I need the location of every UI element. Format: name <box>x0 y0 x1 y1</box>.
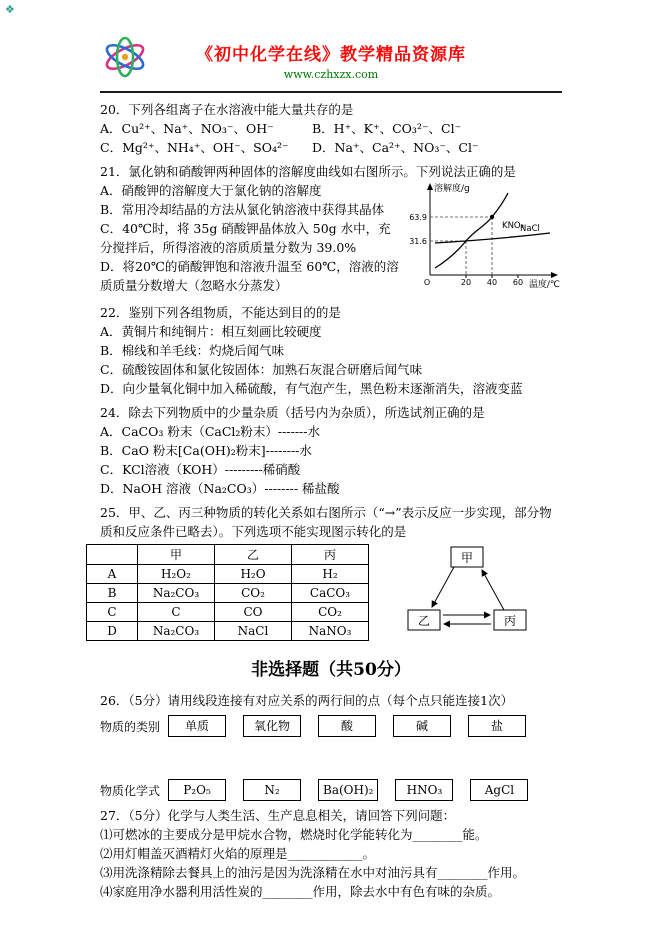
q20-options <box>100 119 562 157</box>
q27-item-1: ⑴可燃冰的主要成分是甲烷水合物，燃烧时化学能转化为________能。 <box>100 827 488 842</box>
q25-cell: NaCl <box>215 622 292 641</box>
section-title-non-choice: 非选择题（共50分） <box>251 660 411 680</box>
q24-option-d: D．NaOH 溶液（Na₂CO₃）-------- 稀盐酸 <box>100 481 340 496</box>
site-url: www.czhxzx.com <box>283 68 379 81</box>
q27-item-3: ⑶用洗涤精除去餐具上的油污是因为洗涤精在水中对油污具有________作用。 <box>100 865 526 880</box>
q26-row1-label: 物质的类别 <box>100 719 161 734</box>
q25-row-a <box>87 565 369 584</box>
q21-option-a: A．硝酸钾的溶解度大于氯化钠的溶解度 <box>100 183 322 198</box>
kno3-point-40c <box>490 215 494 219</box>
chart-xlabel: 温度/℃ <box>528 280 560 290</box>
q25-cell: C <box>138 603 215 622</box>
question-20 <box>100 100 562 157</box>
q25-table-header-row <box>87 545 369 565</box>
q25-row-b <box>87 584 369 603</box>
q20-option-b: B．H⁺、K⁺、CO₃²⁻、Cl⁻ <box>312 121 462 136</box>
xtick-40: 40 <box>486 278 498 287</box>
nacl-curve <box>435 233 550 243</box>
node-jia-label: 甲 <box>460 551 474 565</box>
q26-box-element: 单质 <box>168 715 226 737</box>
q26-box-hno3: HNO₃ <box>395 779 453 801</box>
q24-option-a: A．CaCO₃ 粉末（CaCl₂粉末）-------水 <box>100 424 320 439</box>
xtick-60: 60 <box>512 278 524 287</box>
q25-header-yi: 乙 <box>215 545 292 565</box>
q25-header-jia: 甲 <box>138 545 215 565</box>
q22-option-a: A．黄铜片和纯铜片：相互刻画比较硬度 <box>100 324 322 339</box>
q25-header-blank <box>87 545 138 565</box>
q25-cell: NaNO₃ <box>292 622 369 641</box>
q22-option-d: D．向少量氧化铜中加入稀硫酸，有气泡产生，黑色粉末逐渐消失，溶液变蓝 <box>100 381 523 396</box>
kno3-curve <box>435 193 508 268</box>
q27-item-4: ⑷家庭用净水器利用活性炭的________作用，除去水中有色有味的杂质。 <box>100 884 501 899</box>
q21-option-c: C．40℃时，将 35g 硝酸钾晶体放入 50g 水中，充分搅拌后，所得溶液的溶质质量分数为 39.0% <box>100 221 391 255</box>
q26-box-base: 碱 <box>393 715 451 737</box>
q25-cell: CO <box>215 603 292 622</box>
q25-table <box>86 544 369 641</box>
q26-row2-label: 物质化学式 <box>100 783 161 798</box>
node-bing-label: 丙 <box>503 614 517 628</box>
q21-option-b: B．常用冷却结晶的方法从氯化钠溶液中获得其晶体 <box>100 202 385 217</box>
q26-box-n2: N₂ <box>243 779 301 801</box>
q21-options-with-chart <box>100 181 562 298</box>
q25-cell: CO₂ <box>292 603 369 622</box>
q26-box-p2o5: P₂O₅ <box>168 779 226 801</box>
solubility-chart <box>408 181 562 298</box>
q25-cell: H₂O₂ <box>138 565 215 584</box>
q26-box-agcl: AgCl <box>470 779 528 801</box>
q26-category-row <box>100 715 562 737</box>
q25-row-c <box>87 603 369 622</box>
q25-cell: Na₂CO₃ <box>138 622 215 641</box>
q24-stem: 24．除去下列物质中的少量杂质（括号内为杂质），所选试剂正确的是 <box>100 405 485 420</box>
q22-stem: 22．鉴别下列各组物质，不能达到目的的是 <box>100 305 341 320</box>
q20-option-c: C．Mg²⁺、NH₄⁺、OH⁻、SO₄²⁻ <box>100 140 289 155</box>
kno3-label: KNO₃ <box>502 221 525 231</box>
q25-row-label: B <box>87 584 138 603</box>
x-axis-arrow <box>551 272 558 278</box>
q26-box-acid: 酸 <box>318 715 376 737</box>
q20-stem: 20．下列各组离子在水溶液中能大量共存的是 <box>100 102 354 117</box>
q24-option-c: C．KCl溶液（KOH）---------稀硝酸 <box>100 462 301 477</box>
q25-table-and-diagram <box>100 544 562 642</box>
q26-connection-area <box>100 742 562 774</box>
question-26 <box>100 691 562 801</box>
q25-row-label: D <box>87 622 138 641</box>
q26-box-salt: 盐 <box>468 715 526 737</box>
q25-cell: CO₂ <box>215 584 292 603</box>
chart-ylabel: 溶解度/g <box>434 184 470 194</box>
y-axis-arrow <box>427 183 433 190</box>
q20-option-d: D．Na⁺、Ca²⁺、NO₃⁻、Cl⁻ <box>312 140 479 155</box>
chart-mark-316: 31.6 <box>409 237 427 246</box>
q25-row-d <box>87 622 369 641</box>
exam-page <box>100 34 562 906</box>
q27-item-2: ⑵用灯帽盖灭酒精灯火焰的原理是____________。 <box>100 846 376 861</box>
q26-formula-row <box>100 779 562 801</box>
nacl-label: NaCl <box>520 224 540 234</box>
q21-stem: 21．氯化钠和硝酸钾两种固体的溶解度曲线如右图所示。下列说法正确的是 <box>100 164 516 179</box>
question-27 <box>100 806 562 901</box>
q25-cell: CaCO₃ <box>292 584 369 603</box>
q26-stem: 26．（5分）请用线段连接有对应关系的两行间的点（每个点只能连接1次） <box>100 693 514 708</box>
diagram-arrows <box>432 567 504 624</box>
q22-option-b: B．棉线和羊毛线：灼烧后闻气味 <box>100 343 285 358</box>
q21-option-d: D．将20℃的硝酸钾饱和溶液升温至 60℃，溶液的溶质质量分数增大（忽略水分蒸发） <box>100 259 399 293</box>
q22-option-c: C．硫酸铵固体和氯化铵固体：加熟石灰混合研磨后闻气味 <box>100 362 423 377</box>
question-21 <box>100 162 562 298</box>
q25-cell: H₂ <box>292 565 369 584</box>
site-header <box>100 34 562 93</box>
q27-stem: 27．（5分）化学与人类生活、生产息息相关，请回答下列问题： <box>100 808 456 823</box>
q25-transformation-diagram <box>402 544 532 642</box>
xtick-20: 20 <box>460 278 472 287</box>
q24-option-b: B．CaO 粉末[Ca(OH)₂粉末]--------水 <box>100 443 312 458</box>
node-yi-label: 乙 <box>417 614 431 628</box>
q25-row-label: C <box>87 603 138 622</box>
question-24 <box>100 403 562 498</box>
q20-option-a: A．Cu²⁺、Na⁺、NO₃⁻、OH⁻ <box>100 121 274 136</box>
q26-box-oxide: 氧化物 <box>243 715 301 737</box>
q26-box-baoh2: Ba(OH)₂ <box>318 779 378 801</box>
site-title: 《初中化学在线》教学精品资源库 <box>196 45 466 65</box>
q25-cell: Na₂CO₃ <box>138 584 215 603</box>
page-corner-icon: ❖ <box>5 3 15 16</box>
q25-row-label: A <box>87 565 138 584</box>
q25-cell: H₂O <box>215 565 292 584</box>
q25-stem: 25．甲、乙、丙三种物质的转化关系如右图所示（“→”表示反应一步实现，部分物质和反应条件已略去）。下列选项不能实现图示转化的是 <box>100 505 552 539</box>
q25-header-bing: 丙 <box>292 545 369 565</box>
question-22 <box>100 303 562 398</box>
xtick-o: O <box>423 278 431 287</box>
question-25 <box>100 503 562 642</box>
atom-logo-icon <box>102 36 148 81</box>
chart-mark-639: 63.9 <box>409 213 427 222</box>
